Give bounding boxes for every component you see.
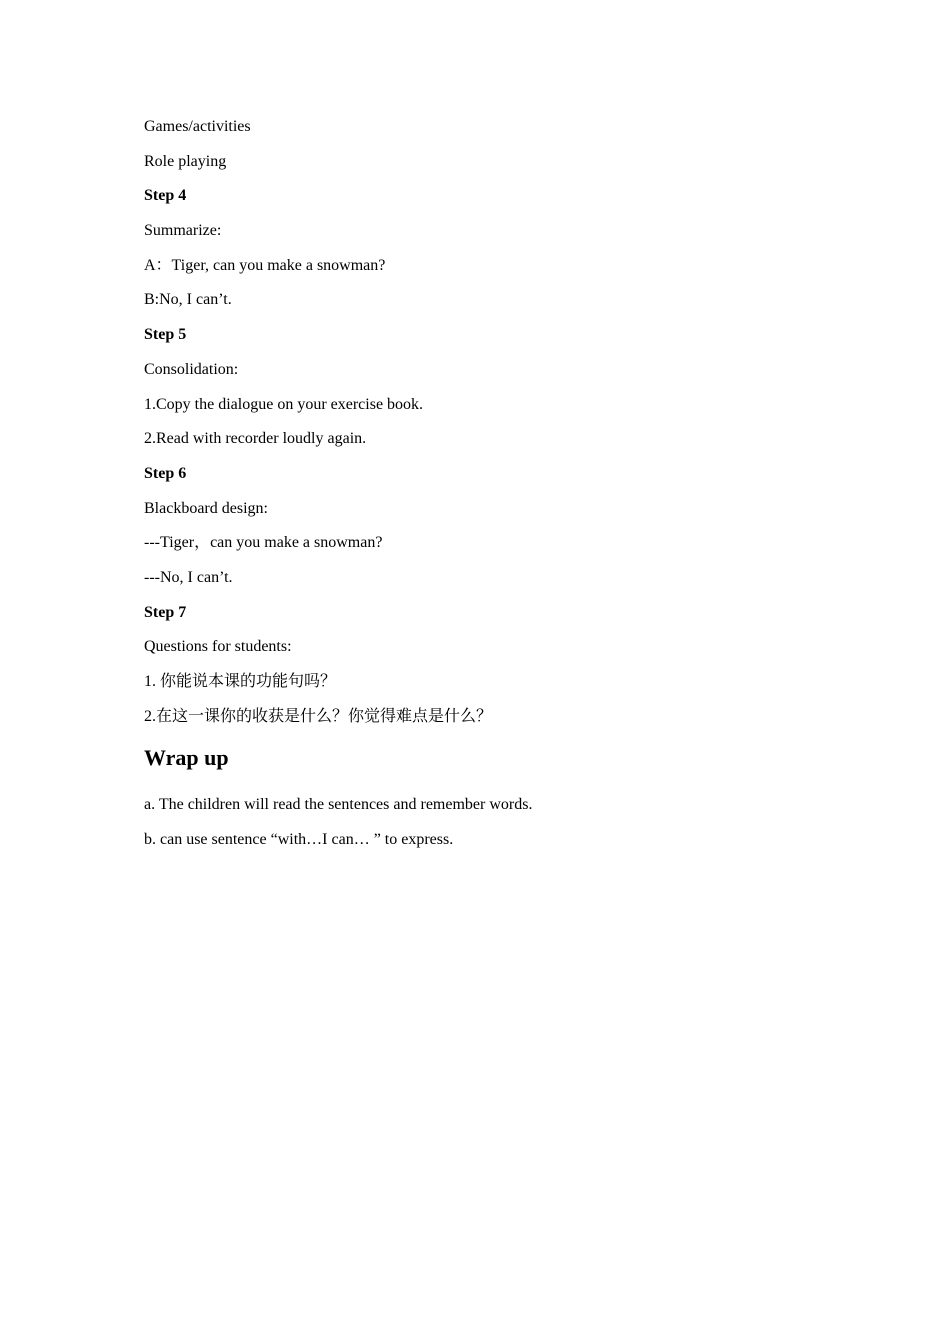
step-heading: Step 7: [144, 603, 187, 621]
text-line: Questions for students:: [144, 638, 292, 656]
text-line: Games/activities: [144, 118, 251, 135]
wrap-up-item: b. can use sentence “with…I can… ” to express.: [144, 831, 454, 849]
step-heading: Step 6: [144, 464, 187, 482]
text-line: 2.Read with recorder loudly again.: [144, 430, 367, 448]
text-line: 2.在这一课你的收获是什么？你觉得难点是什么？: [144, 707, 493, 725]
wrap-up-item: a. The children will read the sentences and remember words.: [144, 796, 533, 814]
text-line: ---Tiger，can you make a snowman?: [144, 534, 383, 552]
lesson-steps: [144, 116, 824, 740]
text-line: A：Tiger, can you make a snowman?: [144, 256, 386, 274]
text-line: 1. 你能说本课的功能句吗？: [144, 673, 337, 690]
text-line: Consolidation:: [144, 360, 239, 378]
wrap-up-heading: Wrap up: [144, 745, 229, 771]
text-line: 1.Copy the dialogue on your exercise book.: [144, 395, 424, 413]
step-heading: Step 4: [144, 187, 187, 205]
text-line: B:No, I can’t.: [144, 291, 232, 309]
text-line: ---No, I can’t.: [144, 568, 233, 586]
text-line: Summarize:: [144, 222, 222, 240]
text-line: Role playing: [144, 152, 227, 170]
text-line: Blackboard design:: [144, 499, 268, 517]
step-heading: Step 5: [144, 326, 187, 344]
document-body: [144, 116, 824, 864]
